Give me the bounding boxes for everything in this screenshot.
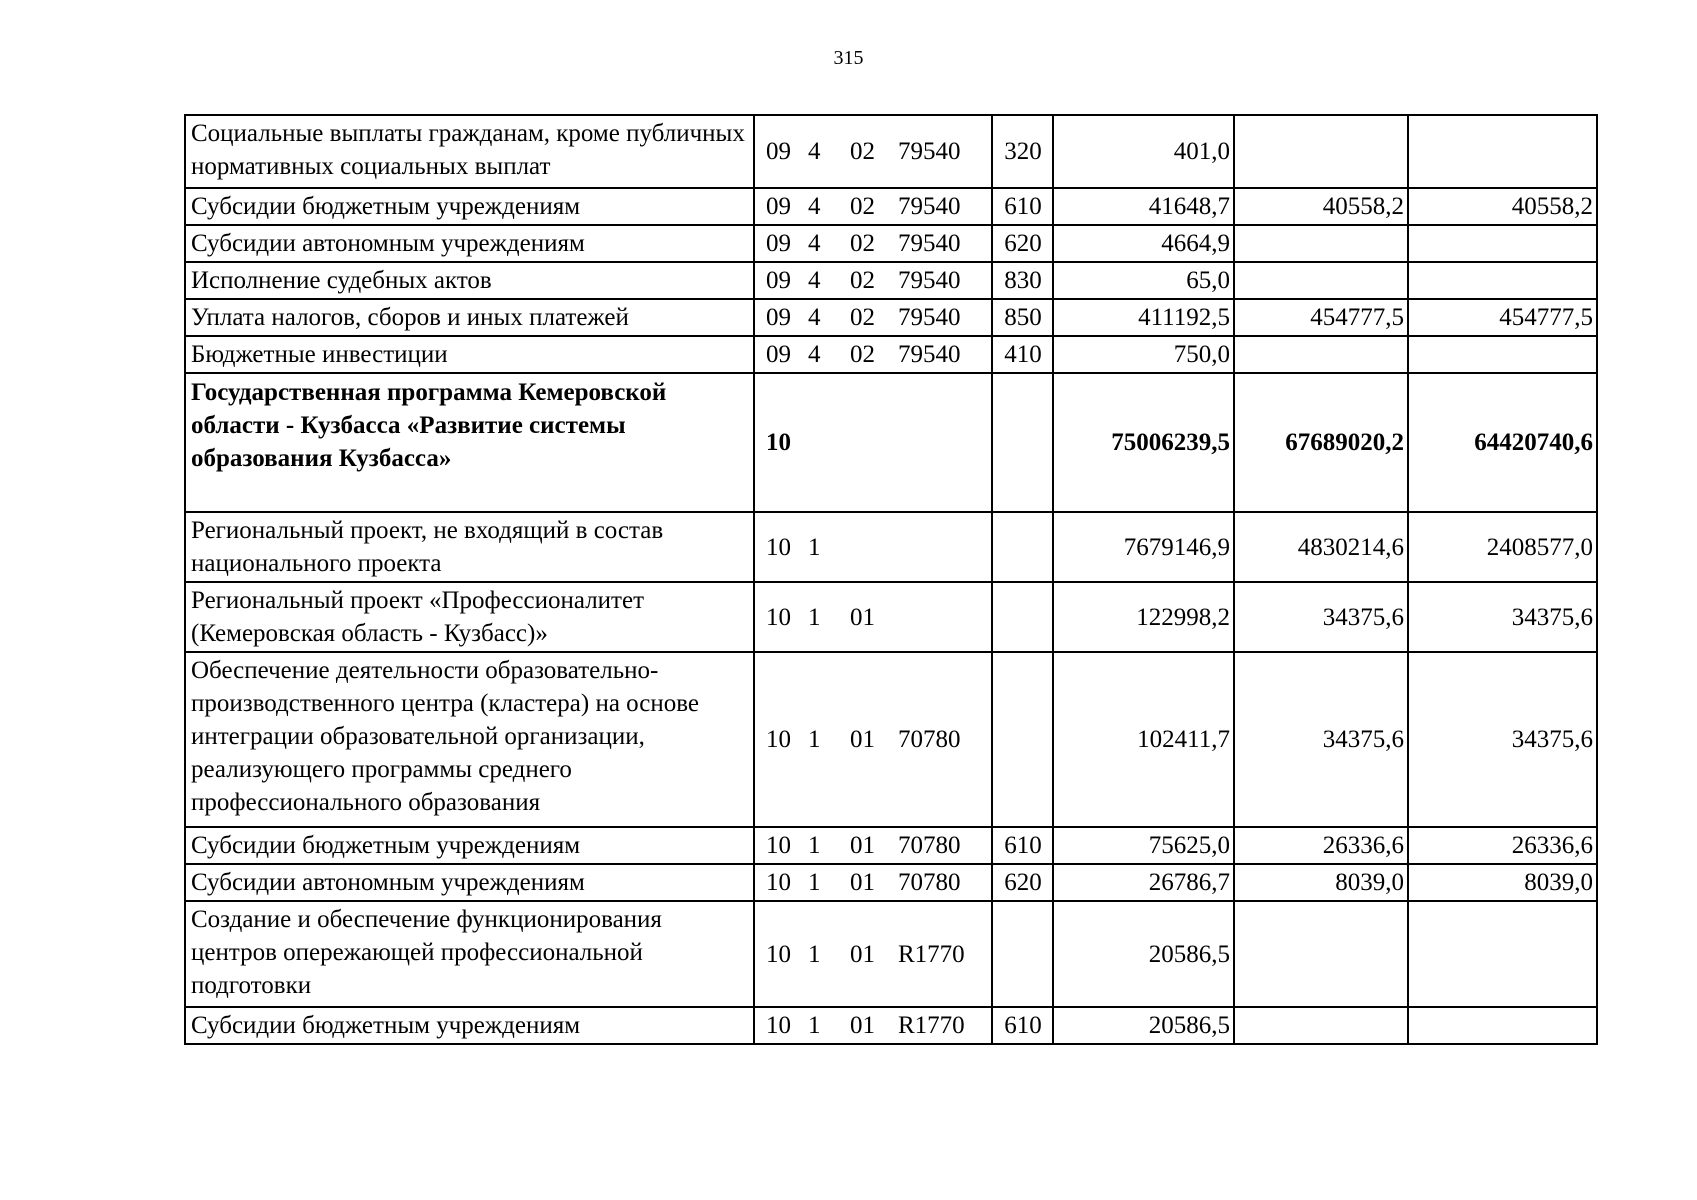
amount-cell-2 bbox=[1234, 336, 1408, 373]
program-code: 10 bbox=[766, 832, 791, 859]
amount-cell-2: 4830214,6 bbox=[1234, 512, 1408, 582]
main-event-code: 01 bbox=[850, 603, 875, 631]
main-event-code: 01 bbox=[850, 1012, 875, 1039]
table-row bbox=[185, 262, 1597, 299]
amount-cell-1: 20586,5 bbox=[1053, 1007, 1234, 1044]
main-event-code: 01 bbox=[850, 726, 875, 753]
subprogram-code: 1 bbox=[808, 832, 821, 859]
amount-cell-2 bbox=[1234, 115, 1408, 188]
expense-type-code-cell: 610 bbox=[992, 1007, 1053, 1044]
expense-type-code-cell bbox=[992, 652, 1053, 827]
expense-type-code-cell: 830 bbox=[992, 262, 1053, 299]
program-code: 10 bbox=[766, 603, 791, 631]
program-code: 10 bbox=[766, 940, 791, 968]
table-row bbox=[185, 827, 1597, 864]
amount-cell-1: 26786,7 bbox=[1053, 864, 1234, 901]
table-row bbox=[185, 652, 1597, 827]
expense-type-code-cell: 610 bbox=[992, 188, 1053, 225]
amount-cell-2 bbox=[1234, 225, 1408, 262]
amount-cell-2: 34375,6 bbox=[1234, 652, 1408, 827]
direction-code: 79540 bbox=[898, 341, 961, 368]
expense-name-cell: Субсидии автономным учреждениям bbox=[185, 225, 754, 262]
table-row bbox=[185, 188, 1597, 225]
amount-cell-3 bbox=[1408, 336, 1597, 373]
amount-cell-2: 26336,6 bbox=[1234, 827, 1408, 864]
main-event-code: 02 bbox=[850, 341, 875, 368]
program-code: 10 bbox=[766, 726, 791, 753]
amount-cell-3 bbox=[1408, 115, 1597, 188]
amount-cell-3: 8039,0 bbox=[1408, 864, 1597, 901]
table-row bbox=[185, 1007, 1597, 1044]
program-code: 09 bbox=[766, 138, 791, 165]
subprogram-code: 4 bbox=[808, 304, 821, 331]
expense-name-cell: Бюджетные инвестиции bbox=[185, 336, 754, 373]
expense-name-cell: Субсидии бюджетным учреждениям bbox=[185, 1007, 754, 1044]
main-event-code: 01 bbox=[850, 832, 875, 859]
program-code: 10 bbox=[766, 429, 791, 456]
amount-cell-2: 67689020,2 bbox=[1234, 373, 1408, 512]
subprogram-code: 4 bbox=[808, 341, 821, 368]
amount-cell-1: 4664,9 bbox=[1053, 225, 1234, 262]
main-event-code: 01 bbox=[850, 940, 875, 968]
expense-name-cell: Региональный проект, не входящий в состав национального проекта bbox=[185, 512, 754, 582]
amount-cell-1: 411192,5 bbox=[1053, 299, 1234, 336]
subprogram-code: 4 bbox=[808, 230, 821, 257]
expense-type-code-cell: 410 bbox=[992, 336, 1053, 373]
target-article-code-cell bbox=[754, 115, 992, 188]
main-event-code: 02 bbox=[850, 230, 875, 257]
subprogram-code: 1 bbox=[808, 1012, 821, 1039]
amount-cell-2: 34375,6 bbox=[1234, 582, 1408, 652]
main-event-code: 02 bbox=[850, 193, 875, 220]
target-article-code-cell bbox=[754, 336, 992, 373]
expense-name-cell: Уплата налогов, сборов и иных платежей bbox=[185, 299, 754, 336]
direction-code: 79540 bbox=[898, 138, 961, 165]
subprogram-code: 1 bbox=[808, 533, 821, 561]
expense-name-cell: Субсидии бюджетным учреждениям bbox=[185, 827, 754, 864]
amount-cell-2: 40558,2 bbox=[1234, 188, 1408, 225]
table-row bbox=[185, 901, 1597, 1007]
amount-cell-3 bbox=[1408, 262, 1597, 299]
direction-code: 79540 bbox=[898, 230, 961, 257]
subprogram-code: 4 bbox=[808, 193, 821, 220]
table-row bbox=[185, 373, 1597, 512]
expense-type-code-cell: 620 bbox=[992, 864, 1053, 901]
budget-table bbox=[184, 114, 1598, 1045]
amount-cell-1: 41648,7 bbox=[1053, 188, 1234, 225]
amount-cell-2 bbox=[1234, 1007, 1408, 1044]
target-article-code-cell bbox=[754, 827, 992, 864]
amount-cell-3 bbox=[1408, 901, 1597, 1007]
expense-type-code-cell bbox=[992, 512, 1053, 582]
amount-cell-1: 75006239,5 bbox=[1053, 373, 1234, 512]
program-code: 10 bbox=[766, 1012, 791, 1039]
amount-cell-3 bbox=[1408, 225, 1597, 262]
table-row bbox=[185, 225, 1597, 262]
amount-cell-1: 122998,2 bbox=[1053, 582, 1234, 652]
table-row bbox=[185, 512, 1597, 582]
amount-cell-3: 26336,6 bbox=[1408, 827, 1597, 864]
target-article-code-cell bbox=[754, 652, 992, 827]
amount-cell-1: 75625,0 bbox=[1053, 827, 1234, 864]
program-code: 09 bbox=[766, 230, 791, 257]
expense-name-cell: Социальные выплаты гражданам, кроме публичных нормативных социальных выплат bbox=[185, 115, 754, 188]
direction-code: 70780 bbox=[898, 869, 961, 896]
subprogram-code: 1 bbox=[808, 940, 821, 968]
amount-cell-1: 20586,5 bbox=[1053, 901, 1234, 1007]
main-event-code: 01 bbox=[850, 869, 875, 896]
program-code: 10 bbox=[766, 869, 791, 896]
amount-cell-1: 65,0 bbox=[1053, 262, 1234, 299]
budget-table-body bbox=[185, 115, 1597, 1044]
expense-type-code-cell: 610 bbox=[992, 827, 1053, 864]
expense-type-code-cell: 620 bbox=[992, 225, 1053, 262]
expense-type-code-cell bbox=[992, 582, 1053, 652]
direction-code: R1770 bbox=[898, 940, 965, 968]
program-code: 09 bbox=[766, 193, 791, 220]
expense-name-cell: Субсидии бюджетным учреждениям bbox=[185, 188, 754, 225]
target-article-code-cell bbox=[754, 901, 992, 1007]
expense-name-cell: Государственная программа Кемеровской области - Кузбасса «Развитие системы образования Кузбасса» bbox=[185, 373, 754, 512]
table-row bbox=[185, 299, 1597, 336]
direction-code: 70780 bbox=[898, 832, 961, 859]
expense-type-code-cell: 850 bbox=[992, 299, 1053, 336]
expense-type-code-cell: 320 bbox=[992, 115, 1053, 188]
expense-name-cell: Создание и обеспечение функционирования центров опережающей профессиональной подготовки bbox=[185, 901, 754, 1007]
amount-cell-3: 64420740,6 bbox=[1408, 373, 1597, 512]
program-code: 10 bbox=[766, 533, 791, 561]
expense-name-cell: Обеспечение деятельности образовательно-производственного центра (кластера) на основе интеграции образовательной организации, реализующего программы среднего профессионального образования bbox=[185, 652, 754, 827]
table-row bbox=[185, 115, 1597, 188]
target-article-code-cell bbox=[754, 1007, 992, 1044]
expense-name-cell: Региональный проект «Профессионалитет (Кемеровская область - Кузбасс)» bbox=[185, 582, 754, 652]
page-number: 315 bbox=[833, 47, 864, 69]
amount-cell-2: 8039,0 bbox=[1234, 864, 1408, 901]
amount-cell-3: 2408577,0 bbox=[1408, 512, 1597, 582]
subprogram-code: 1 bbox=[808, 726, 821, 753]
main-event-code: 02 bbox=[850, 267, 875, 294]
program-code: 09 bbox=[766, 267, 791, 294]
amount-cell-2 bbox=[1234, 262, 1408, 299]
amount-cell-1: 7679146,9 bbox=[1053, 512, 1234, 582]
amount-cell-3: 34375,6 bbox=[1408, 582, 1597, 652]
target-article-code-cell bbox=[754, 299, 992, 336]
table-row bbox=[185, 336, 1597, 373]
table-row bbox=[185, 582, 1597, 652]
target-article-code-cell bbox=[754, 582, 992, 652]
amount-cell-1: 102411,7 bbox=[1053, 652, 1234, 827]
amount-cell-2: 454777,5 bbox=[1234, 299, 1408, 336]
program-code: 09 bbox=[766, 341, 791, 368]
direction-code: 79540 bbox=[898, 267, 961, 294]
amount-cell-3: 454777,5 bbox=[1408, 299, 1597, 336]
amount-cell-1: 750,0 bbox=[1053, 336, 1234, 373]
subprogram-code: 1 bbox=[808, 603, 821, 631]
main-event-code: 02 bbox=[850, 304, 875, 331]
amount-cell-2 bbox=[1234, 901, 1408, 1007]
expense-name-cell: Субсидии автономным учреждениям bbox=[185, 864, 754, 901]
subprogram-code: 1 bbox=[808, 869, 821, 896]
amount-cell-3 bbox=[1408, 1007, 1597, 1044]
subprogram-code: 4 bbox=[808, 138, 821, 165]
direction-code: R1770 bbox=[898, 1012, 965, 1039]
expense-type-code-cell bbox=[992, 373, 1053, 512]
target-article-code-cell bbox=[754, 225, 992, 262]
target-article-code-cell bbox=[754, 373, 992, 512]
target-article-code-cell bbox=[754, 864, 992, 901]
subprogram-code: 4 bbox=[808, 267, 821, 294]
program-code: 09 bbox=[766, 304, 791, 331]
amount-cell-3: 40558,2 bbox=[1408, 188, 1597, 225]
target-article-code-cell bbox=[754, 262, 992, 299]
amount-cell-1: 401,0 bbox=[1053, 115, 1234, 188]
direction-code: 79540 bbox=[898, 193, 961, 220]
target-article-code-cell bbox=[754, 188, 992, 225]
direction-code: 70780 bbox=[898, 726, 961, 753]
direction-code: 79540 bbox=[898, 304, 961, 331]
table-row bbox=[185, 864, 1597, 901]
amount-cell-3: 34375,6 bbox=[1408, 652, 1597, 827]
target-article-code-cell bbox=[754, 512, 992, 582]
main-event-code: 02 bbox=[850, 138, 875, 165]
expense-name-cell: Исполнение судебных актов bbox=[185, 262, 754, 299]
expense-type-code-cell bbox=[992, 901, 1053, 1007]
